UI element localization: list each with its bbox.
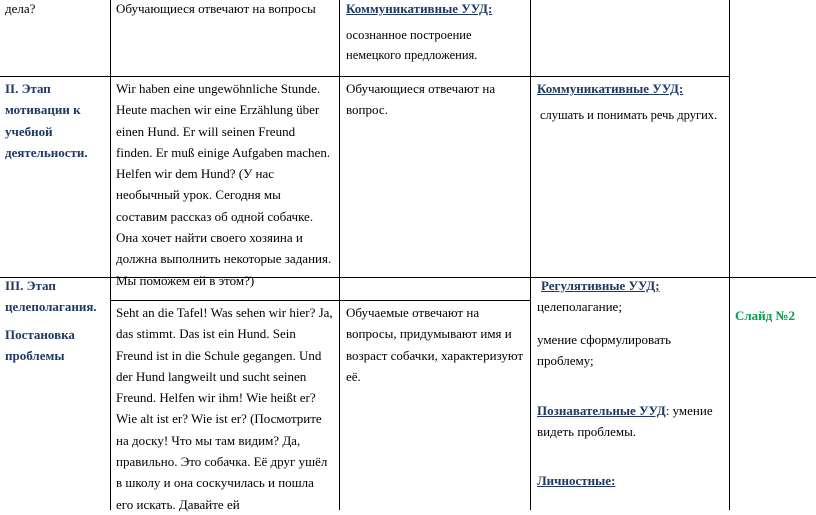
students-text: Обучаемые отвечают на вопросы, придумывают имя и возраст собачки, характеризуют её. [346,305,524,384]
slide-text: Слайд №2 [735,308,796,323]
regulatory-item-2: умение сформулировать проблему; [537,331,672,368]
col-border-2 [339,0,340,510]
row-border-stage3-inner [110,300,530,301]
stage-title-text: II. Этап мотивации к учебной деятельности. [5,81,88,160]
regulatory-uud-title: Регулятивные УУД [541,278,656,293]
slide-label [735,305,813,326]
stage-subtitle-text: Постановка проблемы [5,326,75,363]
stage3-title [5,275,107,366]
regulatory-uud [537,275,725,296]
stage2-title [5,78,107,163]
stage3-teacher-text [116,302,334,515]
stage3-students-text [346,302,526,387]
students-text: Обучающиеся отвечают на вопрос. [346,81,496,118]
communicative-uud-title: Коммуникативные УУД: [346,1,493,16]
regulatory-uud-separator: ; [655,278,660,293]
col-border-1 [110,0,111,510]
regulatory-item-1: целеполагание; [537,299,622,315]
cognitive-uud [537,400,725,443]
communicative-uud-title: Коммуникативные УУД: [537,81,684,96]
stage2-teacher-text [116,78,334,291]
cell-text: Обучающиеся отвечают на вопросы [116,1,316,16]
stage2-uud [537,78,725,125]
communicative-uud-body: слушать и понимать речь других. [540,108,718,123]
personal-uud-title: Личностные: [537,472,616,488]
cell-text: дела? [5,1,36,16]
stage3-uud [537,275,725,491]
col-border-4 [729,0,730,510]
teacher-text: Seht an die Tafel! Was sehen wir hier? Ja, das stimmt. Das ist ein Hund. Sein Freund ist in die Schule gegangen. Und der Hund langweilt und sucht seinen Freund. Helfen wir ihm! Wie heißt er? Wie alt ist er? Wie ist er? (Посмотрите на доску! Что мы там видим? Да, правильно. Это собачка. Её друг ушёл в школу и она соскучилась и пошла его искать. Давайте ей [116,305,333,512]
cognitive-uud-title: Познавательные УУД [537,403,666,419]
communicative-uud-body: осознанное построение немецкого предложения. [346,28,478,63]
cell-top-col3 [346,0,526,65]
cell-top-col2 [116,0,336,19]
stage2-students-text [346,78,526,121]
col-border-3 [530,0,531,510]
teacher-text: Wir haben eine ungewöhnliche Stunde. Heute machen wir eine Erzählung über einen Hund. Er will seinen Freund finden. Er muß einige Aufgaben machen. Helfen wir dem Hund? (У нас необычный урок. Сегодня мы составим рассказ об одной собачке. Она хочет найти своего хозяина и должна выполнить некоторые задания. Мы поможем ей в этом?) [116,81,332,288]
cognitive-uud-body: : умение видеть проблемы. [537,403,713,440]
cell-top-col1 [5,0,105,19]
stage-title-text: III. Этап целеполагания. [5,278,97,315]
